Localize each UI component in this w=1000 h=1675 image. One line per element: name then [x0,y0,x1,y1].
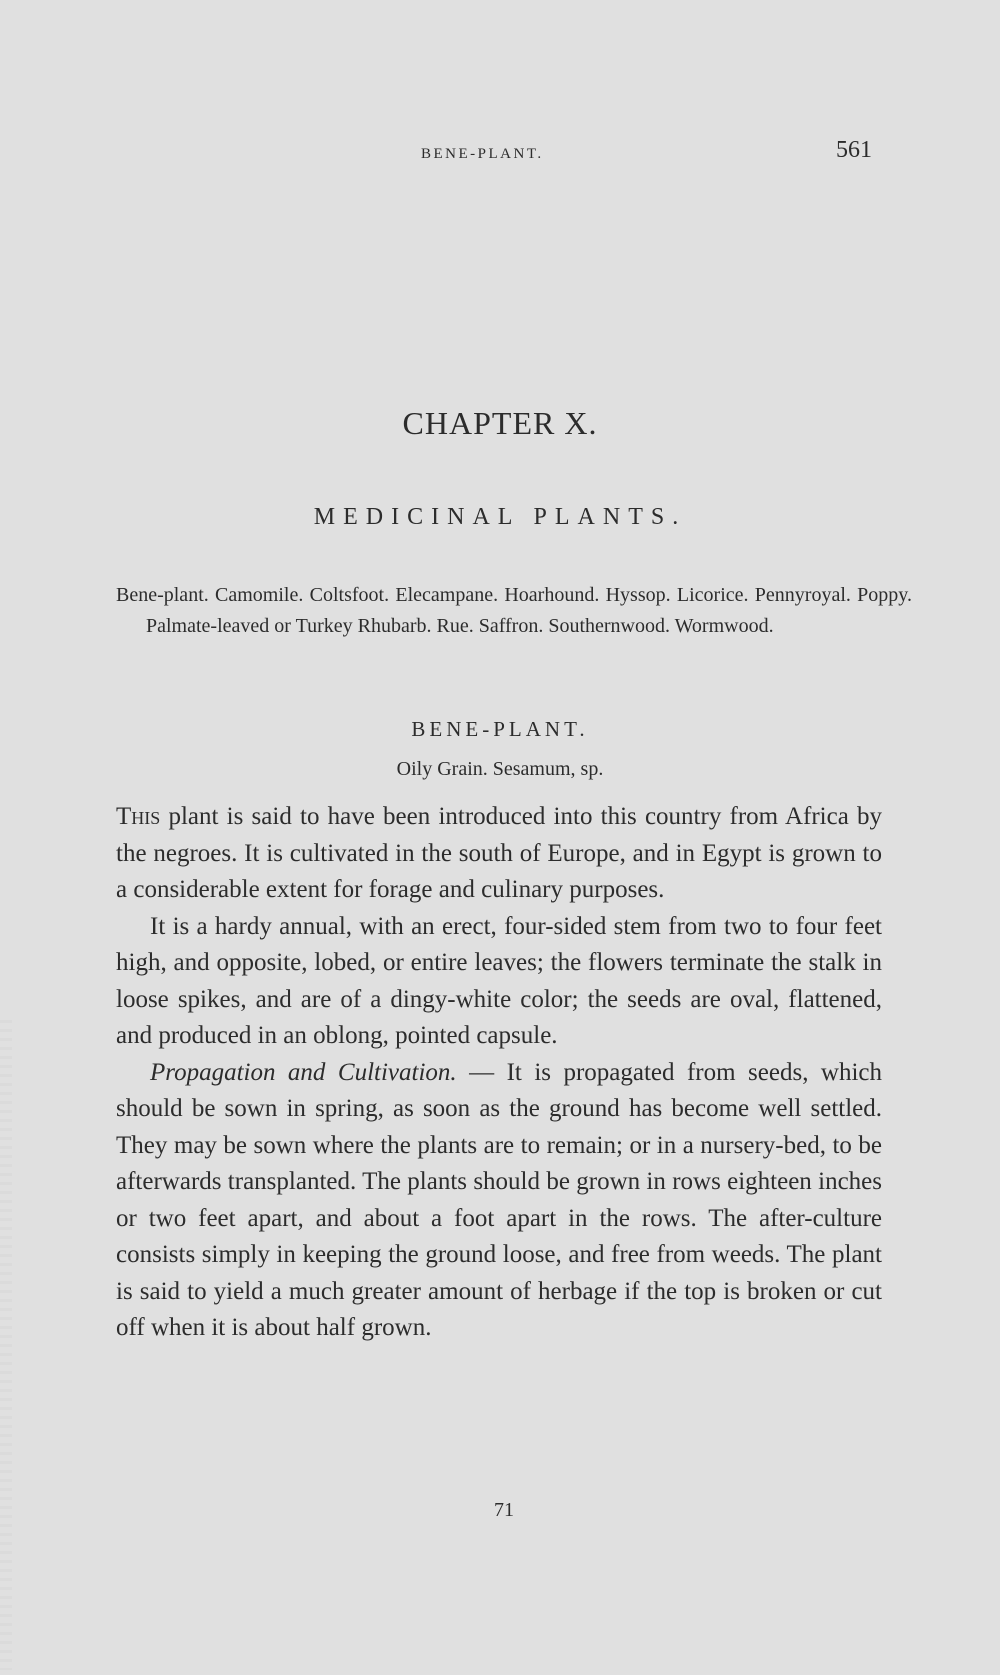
running-head: BENE-PLANT. [421,146,544,162]
chapter-subtitle: MEDICINAL PLANTS. [313,504,687,530]
signature-number: 71 [494,1499,514,1521]
chapter-contents-list: Bene-plant. Camomile. Coltsfoot. Elecampane. Hoarhound. Hyssop. Licorice. Pennyroyal. Poppy. Palmate-leaved or Turkey Rhubarb. Rue. Saffron. Southernwood. Wormwood. [116,584,912,637]
paragraph-1-lead: This [116,803,161,830]
page-number: 561 [836,137,872,163]
body-text [116,799,882,1347]
paragraph-3-heading: Propagation and Cultivation. [150,1058,457,1086]
section-subtitle: Oily Grain. Sesamum, sp. [396,758,604,780]
section-title: BENE-PLANT. [411,717,589,741]
paragraph-3-text: — It is propagated from seeds, which should be sown in spring, as soon as the ground has become well settled. They may be sown where the plants are to remain; or in a nursery-bed, to be afterwards transplanted. The plants should be grown in rows eighteen inches or two feet apart, and about a foot apart in the rows. The after-culture consists simply in keeping the ground loose, and free from weeds. The plant is said to yield a much greater amount of herbage if the top is broken or cut off when it is about half grown. [116,1058,882,1341]
paragraph-2: It is a hardy annual, with an erect, four-sided stem from two to four feet high, and opposite, lobed, or entire leaves; the flowers terminate the stalk in loose spikes, and are of a dingy-white color; the seeds are oval, flattened, and produced in an oblong, pointed capsule. [116,912,882,1049]
paragraph-1-text: plant is said to have been introduced into this country from Africa by the negroes. It is cultivated in the south of Europe, and in Egypt is grown to a considerable extent for forage and culinary purposes. [116,803,882,903]
paragraph-1 [116,799,882,909]
page-edge-shading [0,1020,12,1670]
paragraph-3 [116,1055,882,1347]
chapter-title: CHAPTER X. [402,405,598,441]
